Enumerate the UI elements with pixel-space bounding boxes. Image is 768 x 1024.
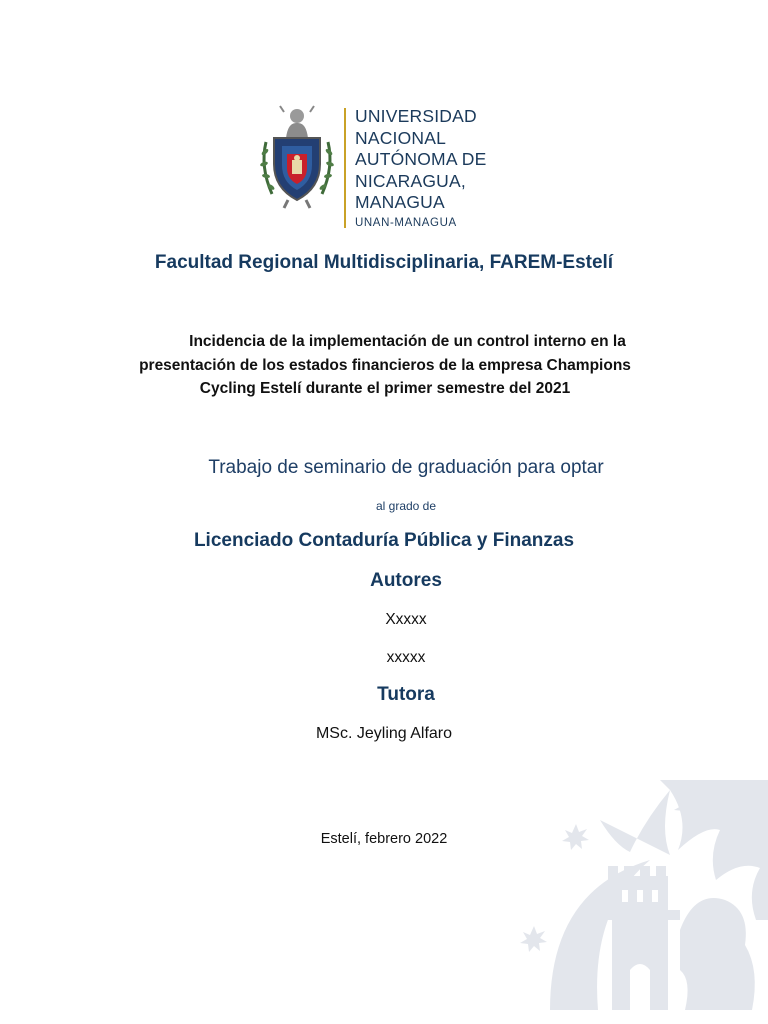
tutor-heading: Tutora — [377, 684, 435, 705]
university-name-line: NICARAGUA, — [355, 170, 466, 191]
thesis-title-line: presentación de los estados financieros de la empresa Champions — [139, 356, 631, 374]
university-logo — [258, 100, 488, 235]
tutor-name: MSc. Jeyling Alfaro — [315, 725, 453, 742]
degree-name: Licenciado Contaduría Pública y Finanzas — [193, 530, 575, 551]
thesis-title — [100, 330, 670, 401]
place-date: Estelí, febrero 2022 — [320, 831, 448, 847]
faculty-name: Facultad Regional Multidisciplinaria, FAREM-Estelí — [154, 252, 614, 273]
castle-lion-sun-watermark-icon — [520, 780, 768, 1010]
university-name-line: MANAGUA — [355, 192, 445, 212]
university-name-line: UNIVERSIDAD — [355, 106, 477, 126]
university-name-line: AUTÓNOMA DE — [355, 149, 487, 169]
thesis-title-line: Cycling Estelí durante el primer semestre del 2021 — [199, 380, 571, 397]
logo-divider — [344, 108, 346, 228]
author-name: Xxxxx — [385, 611, 427, 628]
university-name — [355, 106, 487, 214]
grade-intro: al grado de — [375, 499, 437, 513]
seminar-text: Trabajo de seminario de graduación para optar — [208, 457, 604, 478]
thesis-title-line: Incidencia de la implementación de un control interno en la — [189, 333, 626, 350]
university-seal-icon — [258, 102, 336, 212]
university-name-line: NACIONAL — [355, 127, 447, 148]
university-abbreviation: UNAN-MANAGUA — [355, 217, 457, 229]
author-name: xxxxx — [386, 649, 426, 666]
authors-heading: Autores — [370, 570, 442, 591]
